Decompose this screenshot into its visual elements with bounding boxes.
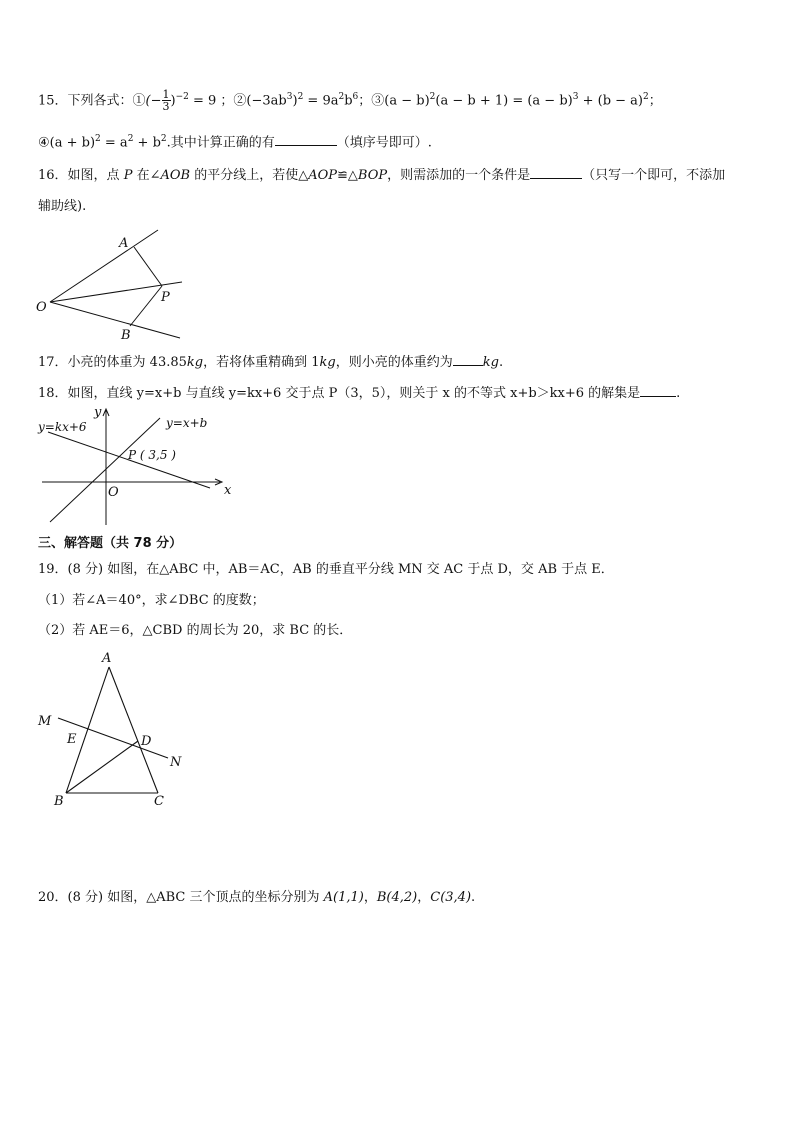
q19-part2: （2）若 AE＝6，△CBD 的周长为 20，求 BC 的长． xyxy=(38,623,353,638)
label-e: E xyxy=(67,732,77,747)
label-d: D xyxy=(141,734,152,749)
answer-blank[interactable] xyxy=(640,384,676,397)
label-x-axis: x xyxy=(224,483,232,498)
q18-line: 18．如图，直线 y=x+b 与直线 y=kx+6 交于点 P（3，5），则关于 x 的不等式 x+b＞kx+6 的解集是 . xyxy=(38,386,681,401)
label-b: B xyxy=(121,328,131,343)
label-line-kx6: y=kx+6 xyxy=(38,420,87,434)
answer-blank[interactable] xyxy=(453,353,483,366)
q19-part1: （1）若∠A＝40°，求∠DBC 的度数； xyxy=(38,593,265,608)
intersecting-lines-figure xyxy=(30,400,240,530)
label-a: A xyxy=(119,236,129,251)
answer-blank[interactable] xyxy=(530,166,582,179)
label-n: N xyxy=(170,755,182,770)
side-ab xyxy=(66,667,109,793)
label-c: C xyxy=(154,794,164,809)
q17-line: 17．小亮的体重为 43.85kg，若将体重精确到 1kg，则小亮的体重约为 kg. xyxy=(38,355,504,370)
label-line-xb: y=x+b xyxy=(166,416,208,430)
side-ac xyxy=(109,667,158,793)
ray-ob xyxy=(50,302,180,338)
q20-line: 20．(8 分) 如图，△ABC 三个顶点的坐标分别为 A(1,1)，B(4,2)，C(3,4). xyxy=(38,890,476,905)
label-origin: O xyxy=(108,485,119,500)
segment-bd xyxy=(66,741,138,793)
q15-line2: ④(a + $b)^2 = a^2 + b^2$.其中计算正确的有 （填序号即可）. xyxy=(38,134,432,151)
label-o: O xyxy=(36,300,47,315)
ray-oa xyxy=(50,230,158,302)
section-heading: 三、解答题（共 78 分） xyxy=(38,536,183,551)
fraction-one-third: $\frac{1}{3}$ xyxy=(162,88,170,114)
label-a: A xyxy=(102,651,112,666)
label-point-p: P ( 3,5 ) xyxy=(128,448,176,462)
segment-pb xyxy=(130,286,162,326)
segment-ap xyxy=(134,247,162,286)
angle-bisector-figure xyxy=(30,225,200,345)
q15-line1: 15．下列各式：①(− $\frac{1}{3}$ )$^{-2}$ = 9 ；$②(-3ab^3)^2 = 9a^2b^6$；③(a − $b)^2(a - b + 1) = (a - b)^3 + (b - a)^2$； xyxy=(38,88,662,114)
q19-line1: 19．(8 分) 如图，在△ABC 中，AB＝AC，AB 的垂直平分线 MN 交 AC 于点 D，交 AB 于点 E． xyxy=(38,562,614,577)
triangle-abc-figure xyxy=(30,645,200,815)
label-b: B xyxy=(54,794,64,809)
q16-line1: 16．如图，点 P 在∠AOB 的平分线上，若使△AOP≌△BOP，则需添加的一个条件是 （只写一个即可，不添加 xyxy=(38,168,726,183)
label-y-axis: y xyxy=(94,405,102,420)
label-p: P xyxy=(161,290,170,305)
answer-blank[interactable] xyxy=(275,133,337,146)
q16-line2: 辅助线). xyxy=(38,199,87,214)
label-m: M xyxy=(38,714,52,729)
